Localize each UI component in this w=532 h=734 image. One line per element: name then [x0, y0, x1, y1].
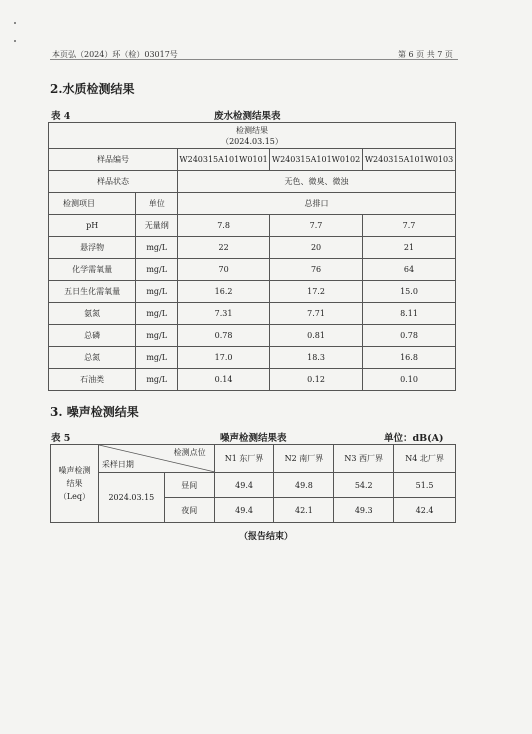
item-unit: 无量纲: [136, 215, 178, 237]
value-cell: 21: [363, 237, 456, 259]
value-cell: 49.4: [214, 498, 274, 523]
noise-result-label: [51, 445, 99, 523]
value-cell: 54.2: [334, 473, 394, 498]
value-cell: 20: [270, 237, 363, 259]
item-unit: mg/L: [136, 281, 178, 303]
result-title: 检测结果: [236, 125, 268, 135]
table-row: [49, 347, 456, 369]
noise-result-line-2: 结果: [66, 479, 83, 488]
item-name: pH: [49, 215, 136, 237]
table-4-label: 表 4: [51, 111, 71, 122]
table-row: [49, 215, 456, 237]
value-cell: 8.11: [363, 303, 456, 325]
table-row: [49, 193, 456, 215]
value-cell: 70: [178, 259, 270, 281]
value-cell: 15.0: [363, 281, 456, 303]
value-cell: 0.78: [363, 325, 456, 347]
value-cell: 0.12: [270, 369, 363, 391]
value-cell: 7.7: [363, 215, 456, 237]
value-cell: 49.8: [274, 473, 334, 498]
sample-no-label: 样品编号: [49, 149, 178, 171]
item-name: 五日生化需氧量: [49, 281, 136, 303]
point-label: 检测点位: [173, 448, 206, 457]
unit-label: 单位: [136, 193, 178, 215]
item-unit: mg/L: [136, 303, 178, 325]
report-end: （报告结束）: [238, 532, 293, 542]
date-label: 采样日期: [101, 460, 134, 469]
result-date: （2024.03.15）: [221, 136, 283, 146]
point-header: N2 南厂界: [274, 445, 334, 473]
point-header: N1 东厂界: [214, 445, 274, 473]
value-cell: 7.8: [178, 215, 270, 237]
sample-id: W240315A101W0101: [178, 149, 270, 171]
value-cell: 42.1: [274, 498, 334, 523]
noise-result-line-3: （Leq）: [58, 492, 91, 501]
section-2-title: 2.水质检测结果: [50, 82, 135, 96]
value-cell: 64: [363, 259, 456, 281]
value-cell: 76: [270, 259, 363, 281]
location: 总排口: [178, 193, 456, 215]
sample-id: W240315A101W0102: [270, 149, 363, 171]
item-unit: mg/L: [136, 259, 178, 281]
item-name: 悬浮物: [49, 237, 136, 259]
table-row: [49, 149, 456, 171]
item-unit: mg/L: [136, 237, 178, 259]
table-5-label: 表 5: [51, 433, 71, 444]
value-cell: 0.10: [363, 369, 456, 391]
item-unit: mg/L: [136, 325, 178, 347]
table-row: [49, 325, 456, 347]
item-unit: mg/L: [136, 347, 178, 369]
value-cell: 16.2: [178, 281, 270, 303]
value-cell: 0.81: [270, 325, 363, 347]
wastewater-table: [48, 122, 456, 391]
item-unit: mg/L: [136, 369, 178, 391]
noise-result-line-1: 噪声检测: [58, 466, 91, 475]
value-cell: 22: [178, 237, 270, 259]
item-label: 检测项目: [49, 193, 136, 215]
result-header: [49, 123, 456, 149]
value-cell: 7.31: [178, 303, 270, 325]
item-name: 化学需氧量: [49, 259, 136, 281]
table-5-title: 噪声检测结果表: [220, 433, 287, 444]
value-cell: 49.3: [334, 498, 394, 523]
section-3-title: 3. 噪声检测结果: [50, 405, 139, 419]
value-cell: 51.5: [394, 473, 456, 498]
value-cell: 18.3: [270, 347, 363, 369]
item-name: 氨氮: [49, 303, 136, 325]
table-row: [49, 369, 456, 391]
value-cell: 7.7: [270, 215, 363, 237]
value-cell: 17.2: [270, 281, 363, 303]
table-row: [51, 445, 456, 473]
period: 夜间: [164, 498, 214, 523]
table-row: [49, 281, 456, 303]
scan-speck: [14, 40, 16, 42]
value-cell: 16.8: [363, 347, 456, 369]
table-row: [51, 473, 456, 498]
table-4-title: 废水检测结果表: [214, 111, 281, 122]
doc-number: 本页弘（2024）环（检）03017号: [52, 50, 178, 59]
item-name: 石油类: [49, 369, 136, 391]
sample-state: 无色、微臭、微浊: [178, 171, 456, 193]
table-row: [49, 123, 456, 149]
noise-date: 2024.03.15: [98, 473, 164, 523]
table-row: [49, 171, 456, 193]
value-cell: 0.78: [178, 325, 270, 347]
value-cell: 49.4: [214, 473, 274, 498]
value-cell: 17.0: [178, 347, 270, 369]
table-row: [49, 303, 456, 325]
point-header: N3 西厂界: [334, 445, 394, 473]
item-name: 总氮: [49, 347, 136, 369]
table-row: [49, 237, 456, 259]
sample-id: W240315A101W0103: [363, 149, 456, 171]
item-name: 总磷: [49, 325, 136, 347]
header-rule: [50, 59, 458, 60]
noise-table: [50, 444, 456, 523]
value-cell: 0.14: [178, 369, 270, 391]
value-cell: 42.4: [394, 498, 456, 523]
point-header: N4 北厂界: [394, 445, 456, 473]
scan-speck: [14, 22, 16, 24]
value-cell: 7.71: [270, 303, 363, 325]
noise-unit: 单位：dB(A): [384, 433, 444, 444]
period: 昼间: [164, 473, 214, 498]
diagonal-header: [98, 445, 214, 473]
table-row: [49, 259, 456, 281]
sample-state-label: 样品状态: [49, 171, 178, 193]
page-info: 第 6 页 共 7 页: [398, 50, 453, 59]
